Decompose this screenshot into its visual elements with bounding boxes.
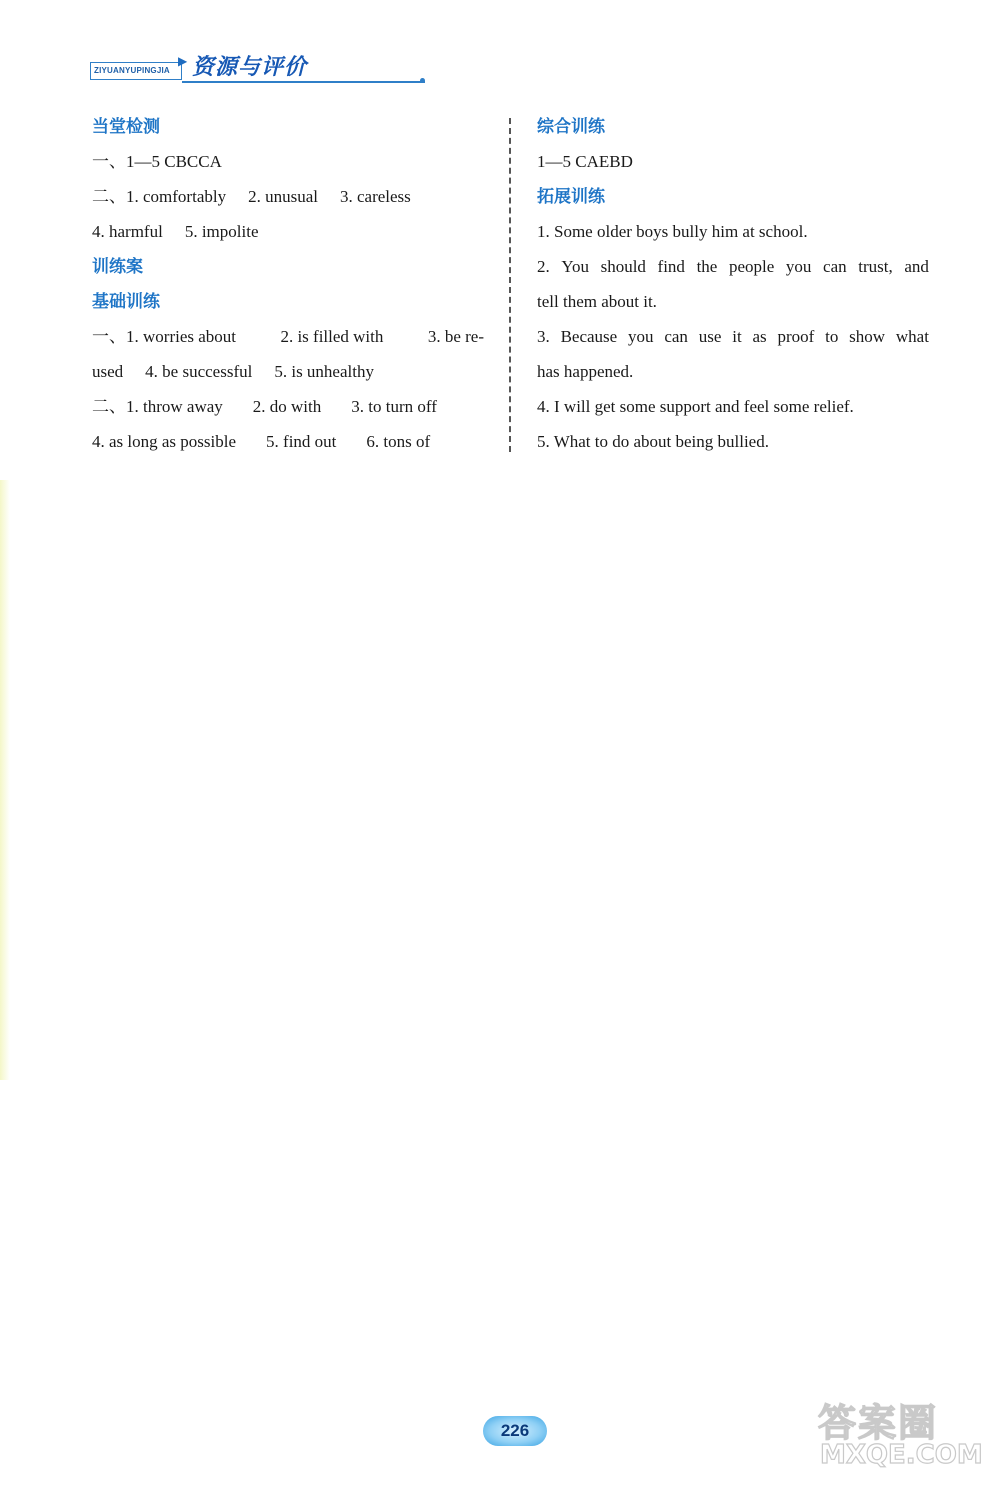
section-heading: 训练案 xyxy=(92,257,143,277)
answer-text: 二、1. throw away xyxy=(92,397,223,416)
answer-text: 4. as long as possible xyxy=(92,432,237,451)
arrow-right-icon: ▶ xyxy=(178,54,188,68)
answer-text: 5. What to do about being bullied. xyxy=(537,432,769,451)
answer-line xyxy=(92,427,484,462)
answer-text: 3. careless xyxy=(339,187,411,206)
answer-word: can xyxy=(664,327,688,346)
answer-text: tell them about it. xyxy=(537,292,657,311)
header-subtitle-box xyxy=(90,62,182,80)
answer-line xyxy=(537,357,929,392)
section-heading: 综合训练 xyxy=(537,117,605,137)
answer-text: 一、1. worries about xyxy=(92,327,237,346)
answer-word: the xyxy=(696,257,718,276)
answer-word: what xyxy=(895,327,929,346)
answer-text: 4. be successful xyxy=(145,362,253,381)
answer-line xyxy=(537,427,929,462)
answer-line xyxy=(92,357,484,392)
answer-word: as xyxy=(752,327,767,346)
answer-word: use xyxy=(698,327,722,346)
answer-text: has happened. xyxy=(537,362,634,381)
answer-text: used xyxy=(92,362,124,381)
watermark-url: MXQE.COM xyxy=(820,1440,983,1470)
answer-word: find xyxy=(657,257,685,276)
answer-text: 5. find out xyxy=(266,432,337,451)
header-logo xyxy=(90,50,340,90)
answer-word: 2. xyxy=(537,257,550,276)
answer-text: 5. impolite xyxy=(184,222,259,241)
answer-word: 3. xyxy=(537,327,550,346)
left-column xyxy=(92,112,484,462)
answer-line xyxy=(537,147,929,182)
answer-word: to xyxy=(825,327,839,346)
answer-line xyxy=(92,182,484,217)
answer-line xyxy=(92,217,484,252)
header-title: 资源与评价 xyxy=(192,55,308,80)
section-heading: 基础训练 xyxy=(92,292,160,312)
answer-word: should xyxy=(600,257,646,276)
section-heading: 拓展训练 xyxy=(537,187,605,207)
page-number: 226 xyxy=(483,1416,547,1446)
answer-text: 6. tons of xyxy=(366,432,431,451)
answer-word: Because xyxy=(560,327,618,346)
answer-line xyxy=(537,392,929,427)
column-divider xyxy=(509,118,511,452)
answer-text: 3. be re- xyxy=(427,327,484,346)
header-dot xyxy=(420,78,425,83)
answer-line xyxy=(537,252,929,287)
answer-word: you xyxy=(785,257,812,276)
answer-text: 3. to turn off xyxy=(351,397,437,416)
header-subtitle: ZIYUANYUPINGJIA xyxy=(94,66,170,75)
answer-word: can xyxy=(823,257,847,276)
answer-word: people xyxy=(728,257,775,276)
answer-text: 1. Some older boys bully him at school. xyxy=(537,222,808,241)
watermark-text: 答案圈 xyxy=(818,1401,939,1445)
answer-word: show xyxy=(849,327,886,346)
answer-text: 1—5 CAEBD xyxy=(537,152,633,171)
answer-text: 一、1—5 CBCCA xyxy=(92,152,222,171)
answer-text: 2. is filled with xyxy=(280,327,384,346)
answer-line xyxy=(92,322,484,357)
answer-text: 二、1. comfortably xyxy=(92,187,227,206)
answer-line xyxy=(537,217,929,252)
answer-text: 2. do with xyxy=(252,397,322,416)
section-heading: 当堂检测 xyxy=(92,117,160,137)
answer-word: You xyxy=(561,257,589,276)
answer-word: you xyxy=(628,327,654,346)
answer-text: 5. is unhealthy xyxy=(274,362,374,381)
header-underline xyxy=(182,81,425,83)
answer-line xyxy=(537,287,929,322)
answer-word: it xyxy=(732,327,742,346)
answer-word: proof xyxy=(777,327,815,346)
right-column xyxy=(537,112,929,462)
answer-text: 2. unusual xyxy=(248,187,318,206)
answer-line xyxy=(92,147,484,182)
answer-line xyxy=(537,322,929,357)
answer-text: 4. harmful xyxy=(92,222,163,241)
answer-word: and xyxy=(904,257,929,276)
answer-text: 4. I will get some support and feel some relief. xyxy=(537,397,854,416)
page-edge-tint xyxy=(0,480,10,1080)
answer-word: trust, xyxy=(858,257,893,276)
watermark-logo xyxy=(818,1392,993,1472)
answer-line xyxy=(92,392,484,427)
